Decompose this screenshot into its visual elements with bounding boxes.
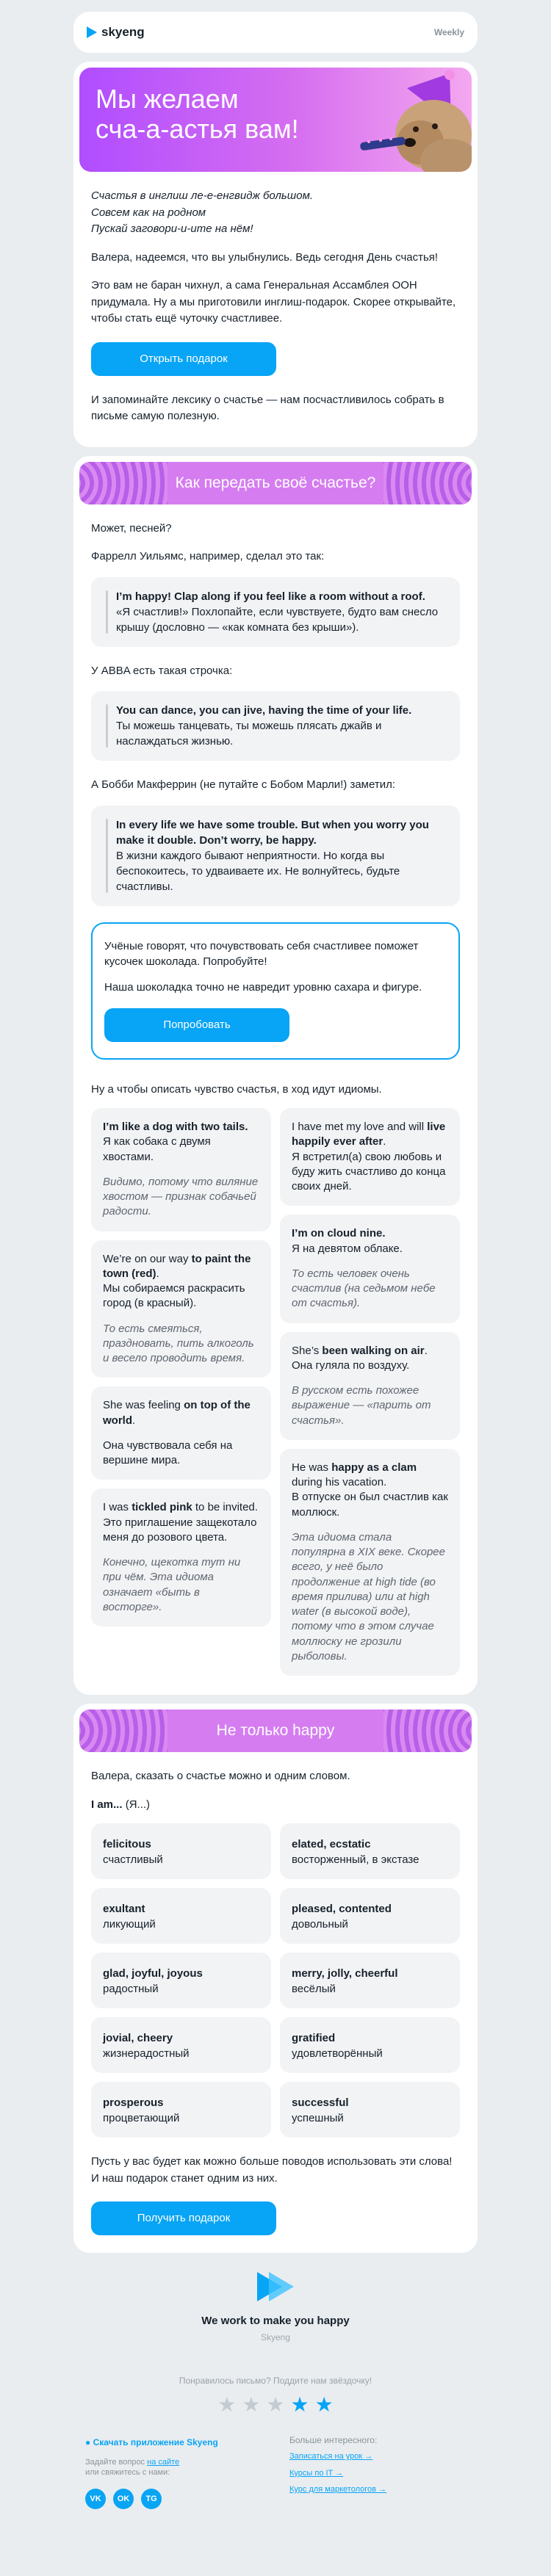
- idioms-grid: [91, 1108, 460, 1676]
- decor-circles-left: [79, 1710, 168, 1752]
- footer-slogan: We work to make you happy: [201, 2315, 350, 2327]
- email-header: [73, 12, 478, 53]
- footer-contact: [85, 2434, 218, 2510]
- idiom-card: I was tickled pink to be invited. Это приглашение защекотало меня до розового цвета. Конечно, щекотка тут ни при чём. Эта идиома означает «быть в восторге».: [91, 1488, 271, 1627]
- intro-footer-text: И запоминайте лексику о счастье — нам посчастливилось собрать в письме самую полезную.: [91, 393, 444, 422]
- download-app-link[interactable]: ● Скачать приложение Skyeng: [85, 2436, 218, 2447]
- intro-card: [73, 62, 478, 447]
- idiom-card: She’s been walking on air. Она гуляла по воздуху. В русском есть похожее выражение — «парить от счастья».: [280, 1332, 460, 1440]
- word-card: glad, joyful, joyous радостный: [91, 1953, 271, 2008]
- idiom-card: I’m on cloud nine. Я на девятом облаке. То есть человек очень счастлив (на седьмом небе от счастья).: [280, 1215, 460, 1323]
- more-title: Больше интересного:: [289, 2434, 378, 2445]
- decor-circles-right: [383, 462, 472, 504]
- star-icon[interactable]: ★: [290, 2392, 309, 2416]
- idiom-card: We’re on our way to paint the town (red). Мы собираемся раскрасить город (в красный). То есть смеяться, праздновать, пить алкоголь и весело проводить время.: [91, 1240, 271, 1378]
- section-header-words: [79, 1710, 472, 1752]
- share-q4: А Бобби Макферрин (не путайте с Бобом Марли!) заметил:: [91, 778, 396, 791]
- poem: Счастья в инглиш ле-е-енгвидж большом. Совсем как на родном Пускай заговори-и-ите на нём!: [91, 189, 314, 235]
- share-q1: Может, песней?: [91, 521, 172, 535]
- vk-icon[interactable]: VK: [85, 2489, 106, 2509]
- social-icons: [85, 2489, 218, 2509]
- footer-brand: [73, 2271, 478, 2344]
- words-intro: Валера, сказать о счастье можно и одним словом.: [91, 1770, 350, 1782]
- decor-circles-right: [383, 1710, 472, 1752]
- word-card: pleased, contented довольный: [280, 1888, 460, 1944]
- star-icon[interactable]: ★: [242, 2392, 261, 2416]
- telegram-icon[interactable]: TG: [141, 2489, 162, 2509]
- more-links: [289, 2434, 466, 2510]
- try-button[interactable]: Попробовать: [104, 1008, 289, 1042]
- star-icon[interactable]: ★: [217, 2392, 237, 2416]
- banner-title: Мы желаем сча-а-астья вам!: [96, 84, 299, 145]
- words-grid: [91, 1823, 460, 2138]
- idioms-col-left: [91, 1108, 271, 1676]
- open-gift-button[interactable]: Открыть подарок: [91, 342, 276, 376]
- share-q3: У ABBA есть такая строчка:: [91, 664, 233, 677]
- word-card: elated, ecstatic восторженный, в экстазе: [280, 1823, 460, 1879]
- hero-banner[interactable]: [79, 68, 472, 172]
- it-courses-link[interactable]: Курсы по IT →: [289, 2468, 344, 2478]
- share-happiness-card: [73, 456, 478, 1696]
- book-lesson-link[interactable]: Записаться на урок →: [289, 2452, 373, 2461]
- quote-mcferrin: In every life we have some trouble. But when you worry you make it double. Don’t worry, be happy. В жизни каждого бывают неприятности. Но когда вы беспокоитесь, то удваиваете их. Не волнуйтесь, будьте счастливы.: [91, 806, 460, 906]
- idiom-card: I have met my love and will live happily ever after. Я встретил(а) свою любовь и буду жить счастливо до конца своих дней.: [280, 1108, 460, 1206]
- intro-text: Это вам не баран чихнул, а сама Генеральная Ассамблея ООН придумала. Ну а мы приготовили инглиш-подарок. Скорее открывайте, чтобы стать ещё чуточку счастливее.: [91, 279, 456, 325]
- ask-question-text: Задайте вопрос на сайте или свяжитесь с нами:: [85, 2457, 180, 2478]
- rating-block: [73, 2375, 478, 2415]
- footer-brand-name: Skyeng: [260, 2332, 291, 2342]
- brand-name: skyeng: [101, 25, 145, 40]
- party-dog-illustration: [339, 69, 472, 172]
- rating-text: Понравилось письмо? Поддите нам звёздочку!: [179, 2375, 372, 2386]
- rating-stars: [73, 2392, 478, 2416]
- ok-icon[interactable]: OK: [113, 2489, 134, 2509]
- word-card: prosperous процветающий: [91, 2082, 271, 2138]
- idiom-card: He was happy as a clam during his vacation. В отпуске он был счастлив как моллюск. Эта идиома стала популярна в XIX веке. Скорее всего, у неё было продолжение at high tide (во время прилива) или at high water (в высокой воде), потому что в этом случае моллюску не грозили рыболовы.: [280, 1449, 460, 1676]
- word-card: gratified удовлетворённый: [280, 2017, 460, 2073]
- intro-greeting: Валера, надеемся, что вы улыбнулись. Ведь сегодня День счастья!: [91, 250, 439, 264]
- idioms-col-right: [280, 1108, 460, 1676]
- star-icon[interactable]: ★: [266, 2392, 285, 2416]
- word-card: merry, jolly, cheerful весёлый: [280, 1953, 460, 2008]
- words-lead: I am... (Я...): [91, 1798, 151, 1811]
- words-outro: Пусть у вас будет как можно больше поводов использовать эти слова! И наш подарок станет одним из них.: [91, 2155, 453, 2185]
- star-icon[interactable]: ★: [314, 2392, 334, 2416]
- weekly-label: Weekly: [433, 26, 464, 37]
- not-only-happy-card: [73, 1704, 478, 2253]
- section-header-share: [79, 462, 472, 504]
- word-card: exultant ликующий: [91, 1888, 271, 1944]
- skyeng-logo[interactable]: [87, 23, 145, 41]
- site-link[interactable]: на сайте: [147, 2457, 180, 2467]
- word-card: felicitous счастливый: [91, 1823, 271, 1879]
- section-title: Не только happy: [216, 1722, 335, 1740]
- decor-circles-left: [79, 462, 168, 504]
- word-card: jovial, cheery жизнерадостный: [91, 2017, 271, 2073]
- quote-pharrell: I’m happy! Clap along if you feel like a room without a roof. «Я счастлив!» Похлопайте, если чувствуете, будто вам снесло крышу (дословно — «как комната без крыши»).: [91, 577, 460, 647]
- quote-abba: You can dance, you can jive, having the time of your life. Ты можешь танцевать, ты можешь плясать джайв и наслаждаться жизнью.: [91, 691, 460, 761]
- share-q2: Фаррелл Уильямс, например, сделал это так:: [91, 550, 325, 562]
- word-card: successful успешный: [280, 2082, 460, 2138]
- idiom-card: I’m like a dog with two tails. Я как собака с двумя хвостами. Видимо, потому что виляние хвостом — признак собачьей радости.: [91, 1108, 271, 1231]
- play-arrow-icon: [87, 26, 97, 38]
- idioms-intro: Ну а чтобы описать чувство счастья, в ход идут идиомы.: [91, 1082, 382, 1096]
- marketing-course-link[interactable]: Курс для маркетологов →: [289, 2485, 387, 2494]
- chocolate-promo: Учёные говорят, что почувствовать себя счастливее поможет кусочек шоколада. Попробуйте! Наша шоколадка точно не навредит уровню сахара и фигуре. Попробовать: [91, 922, 460, 1060]
- get-gift-button[interactable]: Получить подарок: [91, 2201, 276, 2235]
- section-title: Как передать своё счастье?: [175, 474, 376, 491]
- footer-links: [73, 2434, 478, 2510]
- skyeng-logo-icon: [254, 2271, 297, 2303]
- idiom-card: She was feeling on top of the world. Она чувствовала себя на вершине мира.: [91, 1386, 271, 1480]
